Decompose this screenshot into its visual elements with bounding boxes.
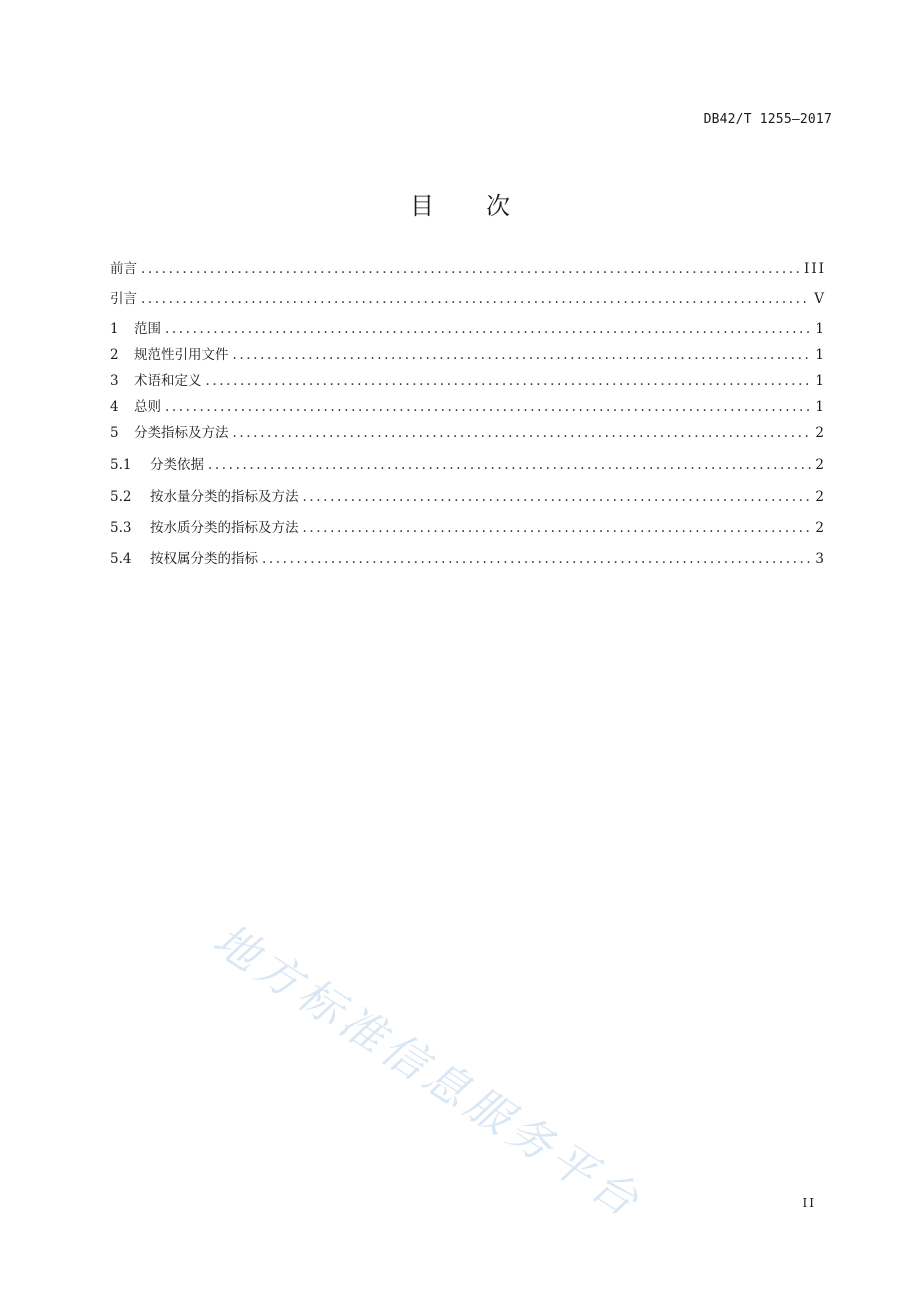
page-number: II — [802, 1196, 816, 1210]
toc-leader-dots — [233, 344, 812, 366]
toc-label: 引言 — [110, 291, 137, 307]
toc-leader-dots — [165, 318, 811, 340]
toc-entry-5-4[interactable] — [110, 548, 824, 570]
toc-leader-dots — [262, 548, 811, 570]
toc-label: 按水量分类的指标及方法 — [150, 489, 299, 505]
toc-page-number: 1 — [815, 399, 826, 415]
toc-section-number: 1 — [110, 321, 119, 337]
toc-section-number: 4 — [110, 399, 119, 415]
toc-section-number: 5.4 — [110, 551, 132, 567]
toc-entry-5-1[interactable] — [110, 454, 824, 476]
toc-page-number: 2 — [815, 520, 826, 536]
toc-entry-5[interactable] — [110, 422, 824, 444]
toc-label: 按权属分类的指标 — [150, 551, 258, 567]
toc-leader-dots — [233, 422, 812, 444]
toc-entry-5-3[interactable] — [110, 517, 824, 539]
toc-entry-5-2[interactable] — [110, 486, 824, 508]
document-code: DB42/T 1255—2017 — [703, 112, 832, 127]
toc-page-number: 1 — [815, 347, 826, 363]
toc-section-number: 5.1 — [110, 457, 132, 473]
toc-page-number: 2 — [815, 425, 826, 441]
toc-entry-4[interactable] — [110, 396, 824, 418]
toc-page-number: 1 — [815, 321, 826, 337]
toc-entry-foreword[interactable] — [110, 258, 824, 280]
toc-entry-1[interactable] — [110, 318, 824, 340]
toc-label: 前言 — [110, 261, 137, 277]
watermark-text: 地方标准信息服务平台 — [204, 914, 652, 1230]
toc-leader-dots — [141, 258, 800, 280]
toc-section-number: 5.2 — [110, 489, 132, 505]
title-char-1: 目 — [410, 192, 434, 220]
toc-entry-introduction[interactable] — [110, 288, 824, 310]
toc-label: 范围 — [134, 321, 161, 337]
toc-leader-dots — [303, 486, 812, 508]
toc-label: 分类依据 — [150, 457, 204, 473]
toc-label: 规范性引用文件 — [134, 347, 229, 363]
toc-page-number: 1 — [815, 373, 826, 389]
page-title — [0, 186, 920, 221]
toc-label: 分类指标及方法 — [134, 425, 229, 441]
toc-section-number: 5.3 — [110, 520, 132, 536]
toc-page-number: 2 — [815, 457, 826, 473]
toc-page-number: III — [804, 261, 826, 277]
toc-entry-2[interactable] — [110, 344, 824, 366]
toc-section-number: 2 — [110, 347, 119, 363]
toc-page-number: 2 — [815, 489, 826, 505]
toc-label: 总则 — [134, 399, 161, 415]
toc-section-number: 5 — [110, 425, 119, 441]
toc-page-number: V — [814, 291, 826, 307]
toc-label: 术语和定义 — [134, 373, 202, 389]
toc-label: 按水质分类的指标及方法 — [150, 520, 299, 536]
toc-leader-dots — [141, 288, 810, 310]
title-char-2: 次 — [486, 192, 510, 220]
toc-leader-dots — [208, 454, 811, 476]
toc-leader-dots — [206, 370, 812, 392]
toc-leader-dots — [165, 396, 811, 418]
toc-section-number: 3 — [110, 373, 119, 389]
toc-leader-dots — [303, 517, 812, 539]
toc-page-number: 3 — [815, 551, 826, 567]
toc-entry-3[interactable] — [110, 370, 824, 392]
